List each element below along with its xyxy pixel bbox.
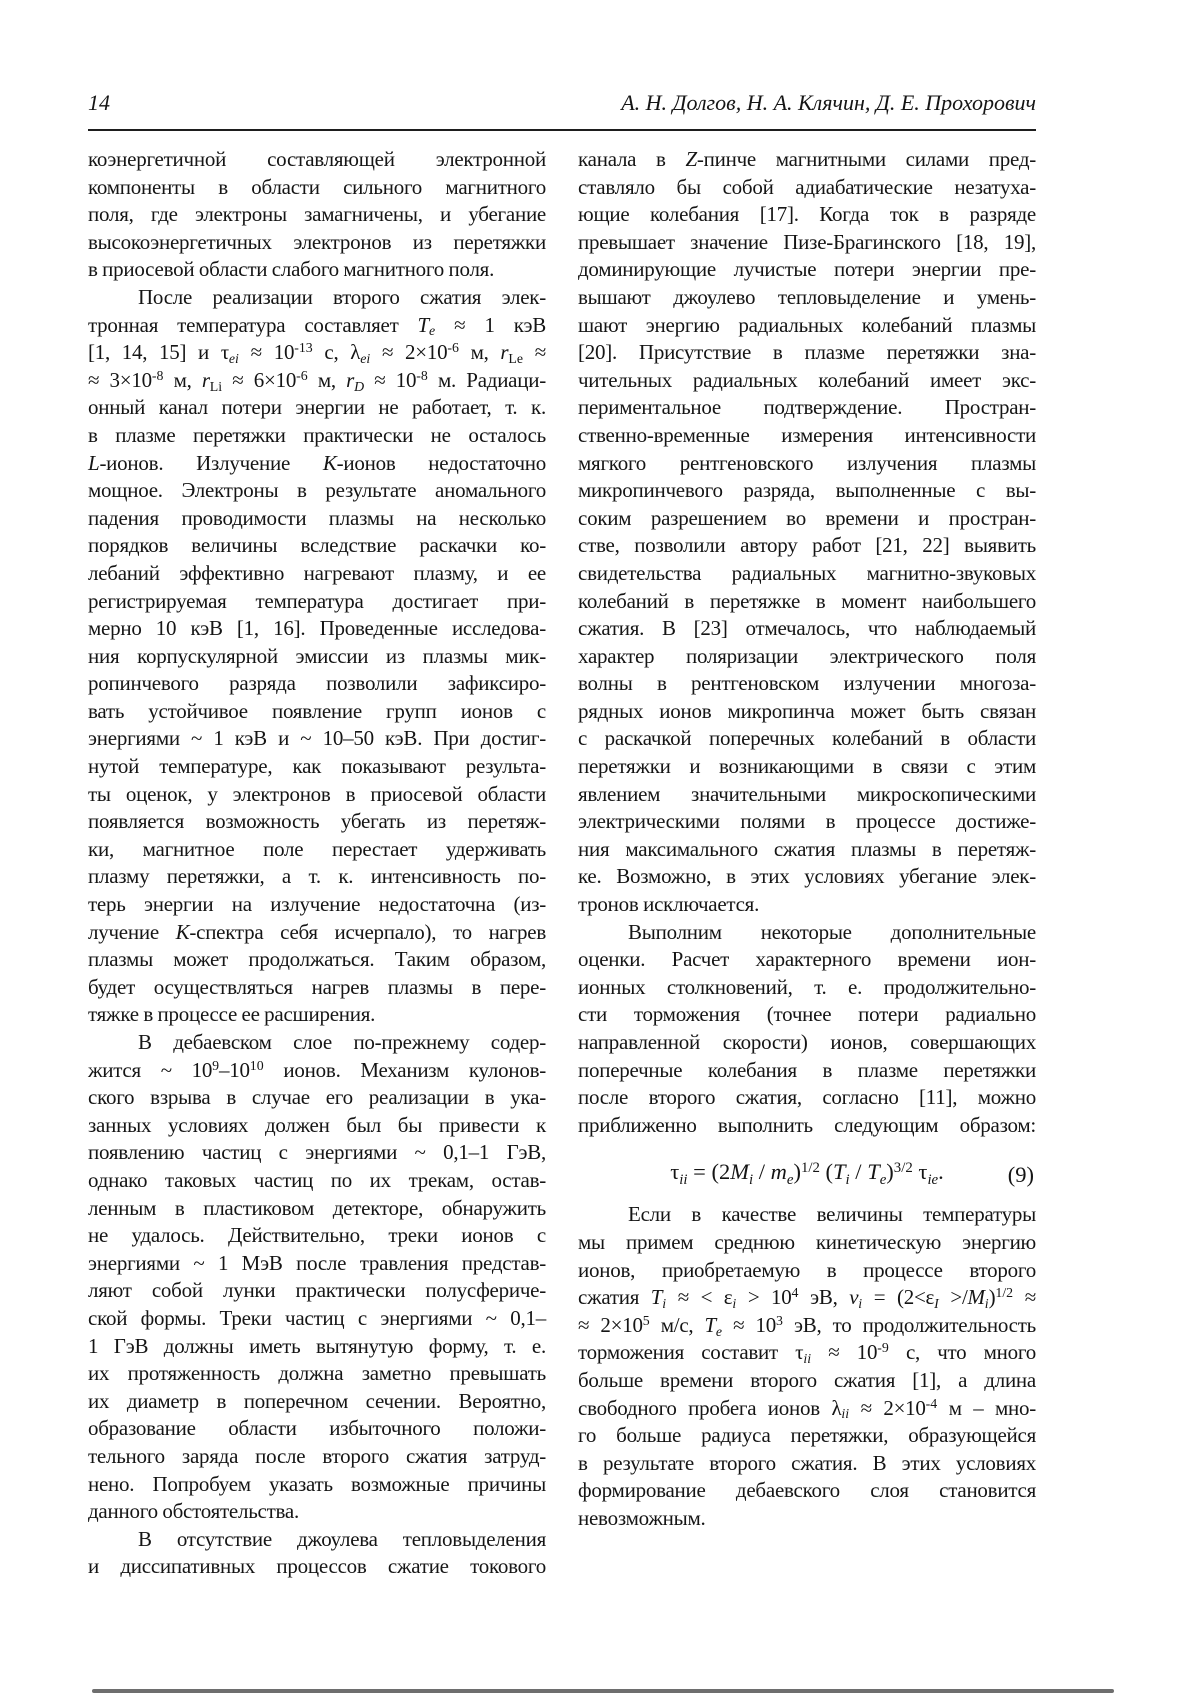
running-head-authors: А. Н. Долгов, Н. А. Клячин, Д. Е. Прохорович	[621, 90, 1036, 115]
text-line: ке. Возможно, в этих условиях убегание элек-	[578, 864, 1036, 889]
text-line: В отсутствие джоулева тепловыделения	[138, 1526, 546, 1551]
text-line: ≈ $3\times 10^{-8}$ м, $r_{Li} \approx 6\times 10^{-6}$ м, $r_D \approx 10^{-8}$ м. Радиаци-	[88, 367, 546, 394]
text-line: занных условиях должен был бы привести к	[88, 1112, 546, 1137]
text-line: высокоэнергетичных электронов из перетяжки	[88, 229, 546, 254]
text-line: мерно 10 кэВ [1, 16]. Проведенные исследова-	[88, 616, 546, 641]
text-line: характер поляризации электрического поля	[578, 643, 1036, 668]
text-line: ставляло бы собой адиабатические незатуха-	[578, 174, 1036, 199]
text-line: поля, где электроны замагничены, и убегание	[88, 202, 546, 227]
text-line: оценки. Расчет характерного времени ион-	[578, 947, 1036, 972]
text-line: чительных радиальных колебаний имеет экс-	[578, 367, 1036, 392]
text-line: доминирующие лучистые потери энергии пре-	[578, 257, 1036, 282]
text-line: ты оценок, у электронов в приосевой области	[88, 781, 546, 806]
text-line: плазму перетяжки, а т. к. интенсивность по-	[88, 864, 546, 889]
text-line: плазмы может продолжаться. Таким образом,	[88, 947, 546, 972]
text-line: появлению частиц с энергиями ~ 0,1–1 ГэВ,	[88, 1140, 546, 1165]
text-line: лебаний эффективно нагревают плазму, и ее	[88, 560, 546, 585]
text-line: периментальное подтверждение. Простран-	[578, 395, 1036, 420]
text-line: однако таковых частиц по их трекам, остав-	[88, 1167, 546, 1192]
text-line: 1 ГэВ должны иметь вытянутую форму, т. е.	[88, 1333, 546, 1358]
text-line: жится ~ $10^9-10^{10}$ ионов. Механизм кулонов-	[88, 1057, 546, 1082]
text-line: превышает значение Пизе-Брагинского [18, 19],	[578, 229, 1036, 254]
text-line: данного обстоятельства.	[88, 1499, 299, 1524]
text-line: колебаний в перетяжке в момент наибольшего	[578, 588, 1036, 613]
text-line: ния корпускулярной эмиссии из плазмы мик-	[88, 643, 546, 668]
text-line: приближенно выполнить следующим образом:	[578, 1112, 1036, 1137]
text-line: ≈ $2\times 10^5$ м/с, $T_e \approx 10^3$ эВ, то продолжительность	[578, 1312, 1036, 1339]
text-line: ионов, приобретаемую в процессе второго	[578, 1257, 1036, 1282]
text-line: будет осуществляться нагрев плазмы в пере-	[88, 974, 546, 999]
header-rule	[88, 129, 1036, 131]
text-line: [1, 14, 15] и $\tau_{ei} \approx 10^{-13}$ с, $\lambda_{ei} \approx 2\times 10^{-6}$ м, $r_{Le}$ ≈	[88, 340, 547, 367]
text-line: нено. Попробуем указать возможные причины	[88, 1471, 546, 1496]
left-column	[88, 146, 546, 1581]
text-line: микропинчевого разряда, выполненные с вы-	[578, 478, 1036, 503]
text-line: больше времени второго сжатия [1], а длина	[578, 1367, 1036, 1392]
text-line: мы примем среднюю кинетическую энергию	[578, 1229, 1036, 1254]
text-line: ющие колебания [17]. Когда ток в разряде	[578, 202, 1036, 227]
text-line: тяжке в процессе ее расширения.	[88, 1002, 376, 1027]
text-line: свободного пробега ионов $\lambda_{ii} \approx 2\times 10^{-4}$ м – мно-	[578, 1395, 1036, 1422]
text-line: вышают джоулево тепловыделение и умень-	[578, 284, 1036, 309]
text-line: их протяженность должна заметно превышать	[88, 1361, 546, 1386]
text-line: электрическими полями в процессе достиже-	[578, 809, 1036, 834]
text-line: в плазме перетяжки практически не осталось	[88, 422, 546, 447]
text-line: явлением значительными микроскопическими	[578, 781, 1036, 806]
text-line: направленной скорости) ионов, совершающих	[578, 1030, 1036, 1054]
text-line: Выполним некоторые дополнительные	[628, 919, 1036, 944]
text-line: Если в качестве величины температуры	[628, 1202, 1036, 1227]
text-line: в приосевой области слабого магнитного поля.	[88, 257, 495, 282]
text-line: не удалось. Действительно, треки ионов с	[88, 1223, 546, 1248]
text-line: после второго сжатия, согласно [11], можно	[578, 1085, 1036, 1110]
text-line: падения проводимости плазмы на несколько	[88, 505, 546, 530]
equation-formula: $\tau_{ii} = (2M_i / m_e)^{1/2}$ $(T_i / T_e)^{3/2}$ $\tau_{ie}$.	[670, 1159, 944, 1188]
text-line: порядков величины вследствие раскачки ко-	[88, 533, 546, 558]
equation-number: (9)	[1007, 1162, 1034, 1188]
text-line: мощное. Электроны в результате аномального	[88, 478, 546, 503]
page-header	[88, 90, 1036, 116]
text-line: ляют собой лунки практически полусфериче-	[88, 1278, 546, 1303]
text-line: перетяжки и возникающими в связи с этим	[578, 754, 1036, 779]
text-line: коэнергетичной составляющей электронной	[88, 147, 546, 171]
text-line: появляется возможность убегать из перетяж-	[88, 809, 546, 834]
text-line: торможения составит $\tau_{ii} \approx 10^{-9}$ с, что много	[578, 1340, 1036, 1367]
text-line: шают энергию радиальных колебаний плазмы	[578, 312, 1036, 337]
text-line: рядных ионов микропинча может быть связан	[578, 698, 1036, 723]
text-line: ния максимального сжатия плазмы в перетяж-	[578, 836, 1036, 861]
text-body	[88, 146, 1036, 1581]
scan-edge-artifact	[92, 1689, 1114, 1693]
text-line: сти торможения (точнее потери радиально	[578, 1002, 1036, 1027]
page-number: 14	[88, 90, 110, 115]
text-line: стве, позволили автору работ [21, 22] выявить	[578, 533, 1036, 558]
text-line: компоненты в области сильного магнитного	[88, 174, 546, 199]
text-line: с раскачкой поперечных колебаний в области	[578, 726, 1036, 751]
text-line: нутой температуре, как показывают результа-	[88, 754, 546, 779]
text-line: ионных столкновений, т. е. продолжительно-	[578, 974, 1036, 999]
text-line: регистрируемая температура достигает при-	[88, 588, 546, 613]
text-line: ки, магнитное поле перестает удерживать	[88, 836, 546, 861]
text-line: ского взрыва в случае его реализации в ука-	[88, 1085, 546, 1110]
text-line: [20]. Присутствие в плазме перетяжки зна-	[578, 340, 1036, 365]
text-line: тельного заряда после второго сжатия затруд-	[88, 1443, 546, 1468]
text-line: канала в Z-пинче магнитными силами пред-	[578, 147, 1036, 171]
text-line: волны в рентгеновском излучении многоза-	[578, 671, 1036, 696]
text-line: свидетельства радиальных магнитно-звуковых	[578, 560, 1036, 585]
text-line: ропинчевого разряда позволили зафиксиро-	[88, 671, 546, 696]
text-line: ской формы. Треки частиц с энергиями ~ 0,1–	[88, 1305, 546, 1330]
text-line: формирование дебаевского слоя становится	[578, 1478, 1036, 1503]
text-line: В дебаевском слое по-прежнему содер-	[138, 1030, 546, 1054]
text-line: энергиями ~ 1 МэВ после травления представ-	[88, 1250, 546, 1275]
text-line: невозможным.	[578, 1505, 706, 1530]
text-line: онный канал потери энергии не работает, т. к.	[88, 395, 546, 420]
text-line: образование области избыточного положи-	[88, 1416, 546, 1441]
text-line: их диаметр в поперечном сечении. Вероятно,	[88, 1388, 546, 1413]
equation-block	[578, 1156, 1036, 1188]
text-line: ленным в пластиковом детекторе, обнаружить	[88, 1195, 546, 1220]
text-line: в результате второго сжатия. В этих условиях	[578, 1450, 1036, 1475]
text-line: После реализации второго сжатия элек-	[138, 284, 546, 309]
text-line: ственно-временные измерения интенсивности	[578, 422, 1036, 447]
text-line: соким разрешением во времени и простран-	[578, 505, 1036, 530]
text-line: и диссипативных процессов сжатие токового	[88, 1554, 546, 1579]
text-line: тронов исключается.	[578, 892, 760, 917]
text-line: лучение K-спектра себя исчерпало), то нагрев	[88, 919, 546, 944]
text-line: поперечные колебания в плазме перетяжки	[578, 1057, 1036, 1082]
text-line: сжатия $T_i$ ≈ < $\varepsilon_i > 10^4$ эВ, $v_i = (2<\varepsilon_I >/M_i)^{1/2}$ ≈	[578, 1285, 1037, 1312]
text-line: терь энергии на излучение недостаточна (из-	[88, 892, 546, 917]
text-line: сжатия. В [23] отмечалось, что наблюдаемый	[578, 616, 1036, 641]
text-line: го больше радиуса перетяжки, образующейся	[578, 1423, 1036, 1448]
text-line: тронная температура составляет $T_e \approx 1$ кэВ	[88, 312, 546, 339]
text-line: мягкого рентгеновского излучения плазмы	[578, 450, 1036, 475]
text-line: L-ионов. Излучение K-ионов недостаточно	[88, 450, 546, 475]
text-line: энергиями ~ 1 кэВ и ~ 10–50 кэВ. При достиг-	[88, 726, 546, 751]
right-column	[578, 146, 1036, 1581]
text-line: вать устойчивое появление групп ионов с	[88, 698, 546, 723]
